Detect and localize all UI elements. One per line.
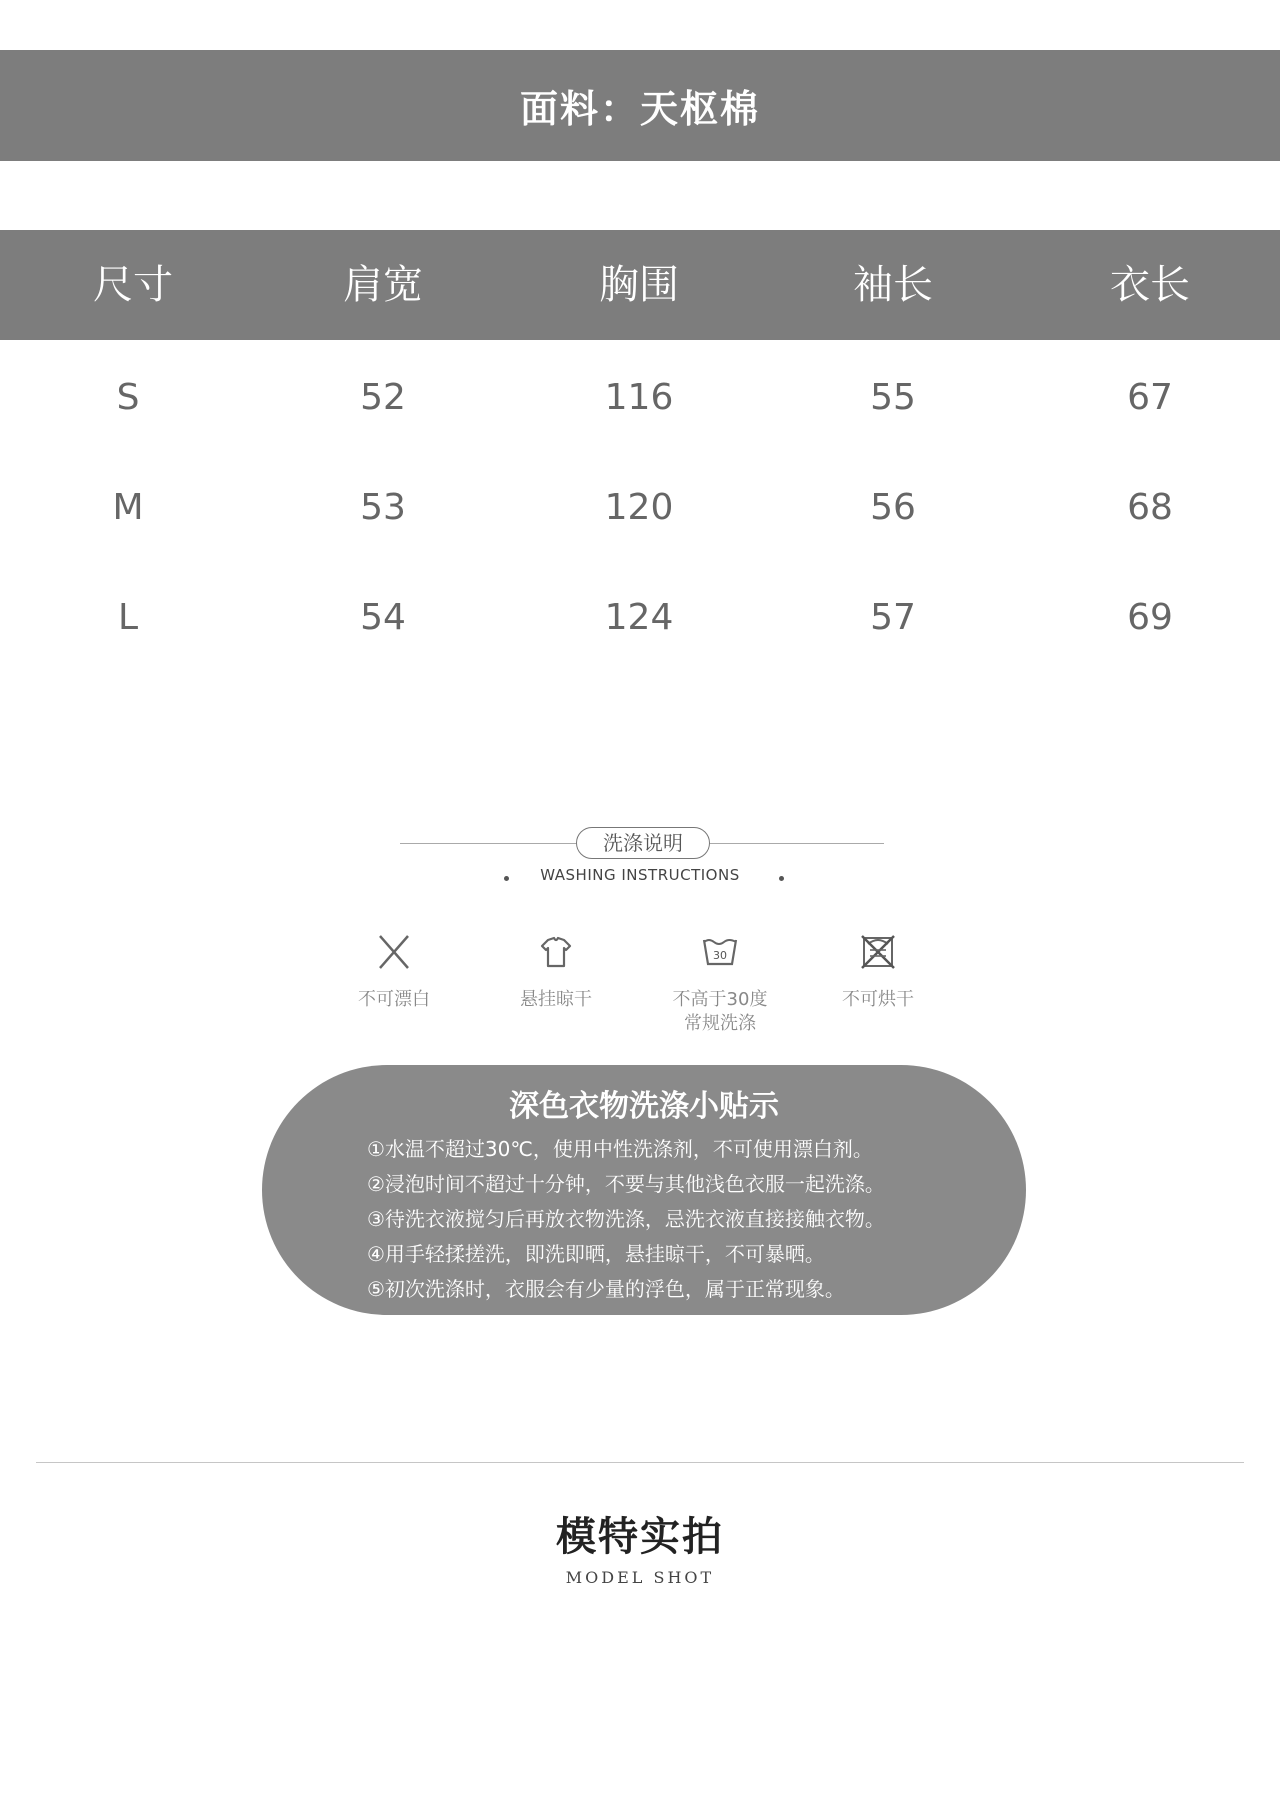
care-label-line: 不高于30度 xyxy=(672,989,768,1010)
model-shot-title: 模特实拍 xyxy=(556,1514,724,1560)
header-sleeve: 袖长 xyxy=(853,262,933,308)
cell-sleeve: 55 xyxy=(870,377,916,418)
tip-line: ①水温不超过30℃，使用中性洗涤剂，不可使用漂白剂。 xyxy=(367,1137,873,1161)
cell-shoulder: 53 xyxy=(360,487,406,528)
cell-shoulder: 52 xyxy=(360,377,406,418)
cell-length: 67 xyxy=(1127,377,1173,418)
cell-length: 69 xyxy=(1127,597,1173,638)
hang-dry-icon xyxy=(534,930,578,974)
washing-title xyxy=(400,825,884,861)
cell-size: M xyxy=(112,487,144,528)
header-shoulder: 肩宽 xyxy=(343,262,423,308)
section-divider xyxy=(36,1462,1244,1463)
cell-chest: 120 xyxy=(604,487,674,528)
table-row xyxy=(0,468,1280,548)
cell-shoulder: 54 xyxy=(360,597,406,638)
fabric-label: 面料：天枢棉 xyxy=(519,87,760,131)
no-tumble-dry-icon xyxy=(856,930,900,974)
decor-dot xyxy=(779,876,784,881)
washing-title-pill: 洗涤说明 xyxy=(576,827,710,859)
tip-line: ③待洗衣液搅匀后再放衣物洗涤，忌洗衣液直接接触衣物。 xyxy=(367,1207,885,1231)
cell-length: 68 xyxy=(1127,487,1173,528)
care-hang-dry xyxy=(491,930,621,1012)
header-length: 衣长 xyxy=(1110,262,1190,308)
no-bleach-icon xyxy=(372,930,416,974)
wash-30-icon xyxy=(698,930,742,974)
care-wash-30 xyxy=(655,930,785,1036)
tips-title: 深色衣物洗涤小贴示 xyxy=(509,1089,779,1124)
care-label-line: 常规洗涤 xyxy=(684,1013,756,1034)
header-chest: 胸围 xyxy=(599,262,679,308)
washing-subtitle: WASHING INSTRUCTIONS xyxy=(540,866,740,884)
table-row xyxy=(0,358,1280,438)
care-no-tumble-dry xyxy=(813,930,943,1012)
care-no-bleach xyxy=(329,930,459,1012)
cell-sleeve: 56 xyxy=(870,487,916,528)
cell-chest: 116 xyxy=(604,377,674,418)
care-label: 悬挂晾干 xyxy=(520,989,592,1010)
cell-size: S xyxy=(116,377,140,418)
model-shot-subtitle: MODEL SHOT xyxy=(565,1568,715,1587)
care-label: 不可漂白 xyxy=(358,989,430,1010)
tip-line: ④用手轻揉搓洗，即洗即晒，悬挂晾干，不可暴晒。 xyxy=(367,1242,825,1266)
care-label xyxy=(655,988,785,1036)
dark-clothes-tips xyxy=(262,1065,1026,1315)
care-label: 不可烘干 xyxy=(842,989,914,1010)
cell-sleeve: 57 xyxy=(870,597,916,638)
wash-temp-text: 30 xyxy=(713,949,727,962)
header-size: 尺寸 xyxy=(93,262,173,308)
table-row xyxy=(0,578,1280,658)
cell-chest: 124 xyxy=(604,597,674,638)
cell-size: L xyxy=(117,597,139,638)
tip-line: ⑤初次洗涤时，衣服会有少量的浮色，属于正常现象。 xyxy=(367,1277,845,1301)
size-table-header xyxy=(0,230,1280,340)
tip-line: ②浸泡时间不超过十分钟，不要与其他浅色衣服一起洗涤。 xyxy=(367,1172,885,1196)
fabric-banner xyxy=(0,50,1280,161)
